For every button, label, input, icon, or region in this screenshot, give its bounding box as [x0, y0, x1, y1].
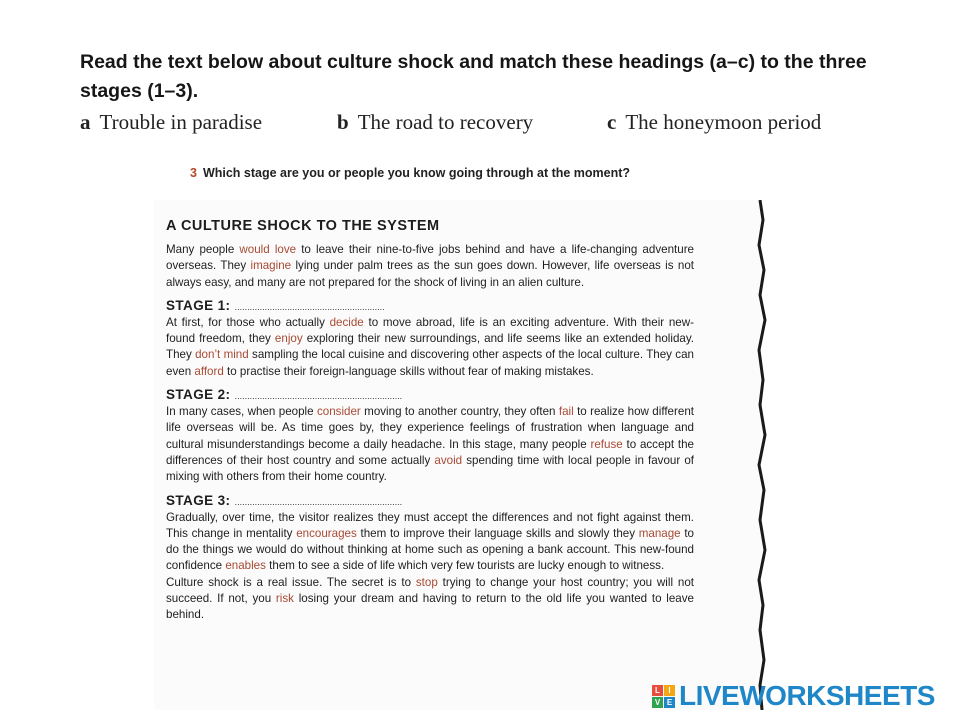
text-segment: Culture shock is a real issue. The secret is to — [166, 575, 416, 589]
highlighted-verb: manage — [638, 526, 681, 540]
heading-option-c — [607, 110, 821, 135]
highlighted-verb: refuse — [590, 437, 623, 451]
logo-tiles-icon — [652, 685, 675, 708]
highlighted-verb: decide — [329, 315, 364, 329]
logo-text: LIVEWORKSHEETS — [679, 680, 935, 711]
heading-letter: a — [80, 110, 91, 134]
highlighted-verb: risk — [275, 592, 294, 606]
stage-1-text — [166, 315, 694, 380]
highlighted-verb: avoid — [434, 453, 463, 467]
stage-1-heading — [166, 298, 694, 315]
text-segment: to move abroad, life is an exciting adventure. With their new-found freedom, they — [166, 315, 694, 346]
highlighted-verb: would love — [239, 243, 297, 256]
article-title: A CULTURE SHOCK TO THE SYSTEM — [166, 218, 440, 234]
text-segment: to leave their nine-to-five jobs behind and have a life-changing adventure overseas. They — [166, 243, 694, 273]
highlighted-verb: enjoy — [274, 332, 303, 346]
logo-tile: V — [652, 697, 663, 708]
text-segment: to realize how different life overseas will be. As time goes by, they experience feelings of frustration when language and cultural misunderstandings become a daily headache. In this stage, many people — [166, 405, 694, 451]
highlighted-verb: consider — [316, 405, 361, 419]
heading-text: The road to recovery — [357, 110, 534, 134]
text-segment: In many cases, when people — [166, 405, 317, 419]
question-text: Which stage are you or people you know going through at the moment? — [202, 166, 631, 180]
text-segment: lying under palm trees as the sun goes down. However, life overseas is not always easy, and many are not prepared for the shock of living in an alien culture. — [166, 259, 694, 289]
question-number: 3 — [190, 166, 197, 180]
text-segment: to do the things we would do without thinking at home such as opening a bank account. This new-found confidence — [166, 526, 694, 573]
instruction-text: Read the text below about culture shock and match these headings (a–c) to the three stages (1–3). — [80, 51, 867, 102]
heading-option-b — [337, 110, 533, 135]
highlighted-verb: encourages — [296, 526, 357, 540]
heading-text: The honeymoon period — [625, 110, 822, 134]
heading-letter: b — [337, 110, 349, 134]
text-segment: exploring their new surroundings, and life seems like an extended holiday. They — [166, 332, 695, 362]
stage-3-heading — [166, 493, 694, 510]
stage-2-heading — [166, 387, 694, 404]
heading-option-a — [80, 110, 262, 135]
article-intro — [166, 242, 694, 291]
article-panel — [154, 200, 760, 710]
logo-tile: I — [664, 685, 675, 696]
heading-letter: c — [607, 110, 617, 134]
liveworksheets-logo — [652, 681, 935, 711]
highlighted-verb: don’t mind — [195, 348, 249, 362]
text-segment: to practise their foreign-language skills without fear of making mistakes. — [223, 364, 594, 378]
logo-tile: E — [664, 697, 675, 708]
text-segment: trying to change your host country; you will not succeed. If not, you — [166, 575, 694, 606]
stage-answer-blank[interactable]: ................................................................... — [234, 496, 403, 507]
text-segment: losing your dream and having to return to the old life you wanted to leave behind. — [166, 592, 694, 622]
stage-label: STAGE 3: — [166, 492, 231, 508]
torn-edge — [754, 200, 768, 710]
stage-3-text — [166, 510, 694, 575]
text-segment: spending time with local people in favour of mixing with others from their home country. — [166, 453, 694, 484]
text-segment: Gradually, over time, the visitor realizes they must accept the differences and not fight against them. This change in mentality — [166, 510, 694, 540]
text-segment: them to improve their language skills and slowly they — [356, 526, 639, 540]
stage-label: STAGE 2: — [166, 387, 231, 403]
logo-tile: L — [652, 685, 663, 696]
stage-2-text — [166, 404, 694, 485]
highlighted-verb: enables — [225, 559, 266, 573]
highlighted-verb: stop — [415, 575, 438, 589]
text-segment: sampling the local cuisine and discovering other aspects of the local culture. They can even — [166, 348, 694, 378]
text-segment: to accept the differences of their host country and some actually — [166, 437, 694, 467]
highlighted-verb: afford — [194, 364, 224, 378]
text-segment: At first, for those who actually — [166, 315, 330, 329]
stage-answer-blank[interactable]: ................................................................... — [234, 391, 403, 402]
heading-options — [0, 110, 960, 140]
discussion-question — [190, 166, 630, 180]
article-conclusion — [166, 575, 694, 624]
stage-answer-blank[interactable]: ............................................................ — [234, 301, 385, 312]
text-segment: Many people — [166, 243, 240, 256]
highlighted-verb: fail — [558, 405, 574, 419]
heading-text: Trouble in paradise — [99, 110, 263, 134]
highlighted-verb: imagine — [250, 259, 292, 273]
text-segment: moving to another country, they often — [360, 405, 559, 419]
stage-label: STAGE 1: — [166, 297, 231, 313]
text-segment: them to see a side of life which very few tourists are lucky enough to witness. — [265, 559, 665, 573]
